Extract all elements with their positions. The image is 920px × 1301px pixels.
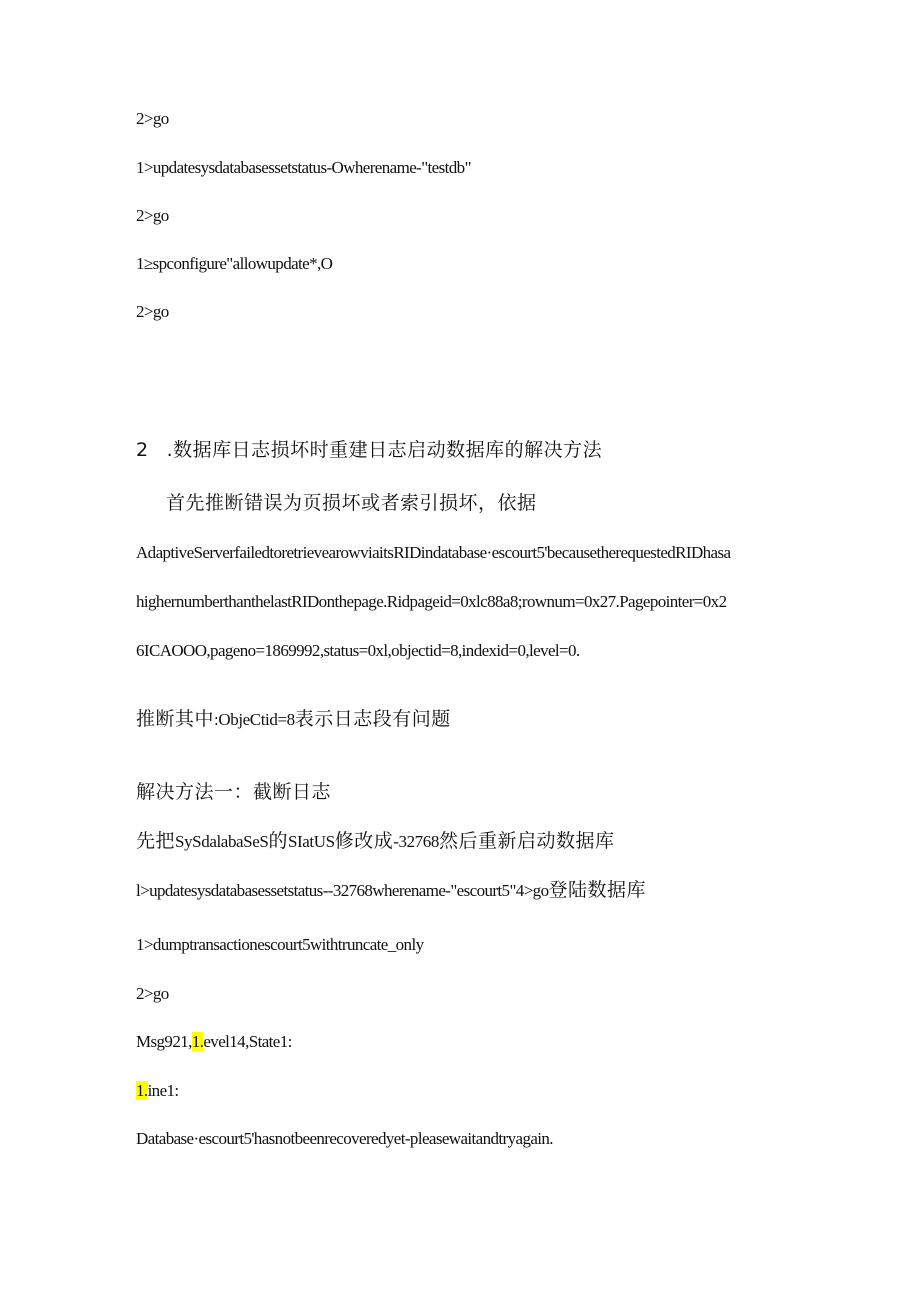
step-code: -32768 (393, 832, 439, 851)
step-paragraph (136, 832, 614, 851)
analysis-conclusion: 表示日志段有问题 (294, 708, 451, 730)
command-line (136, 881, 646, 900)
command-code: l>updatesysdatabasessetstatus--32768wherename-"escourt5"4>go (136, 881, 549, 900)
method-heading: 解决方法一：截断日志 (136, 781, 332, 803)
section-title: .数据库日志损坏时重建日志启动数据库的解决方法 (166, 439, 603, 461)
error-line: AdaptiveServerfailedtoretrievearowviaitsRIDindatabase·escourt5'becausetherequestedRIDhasa (136, 543, 731, 562)
command-note: 登陆数据库 (548, 879, 646, 901)
step-text: 先把 (136, 830, 176, 852)
step-text: 修改成 (334, 830, 394, 852)
message-text: ine1: (147, 1081, 179, 1100)
analysis-lead: 推断其中 (136, 708, 215, 730)
code-line: 1>dumptransactionescourt5withtruncate_only (136, 935, 424, 954)
code-line: 2>go (136, 984, 169, 1003)
message-line (136, 1033, 292, 1050)
highlight-mark: 1. (136, 1081, 148, 1100)
error-line: highernumberthanthelastRIDonthepage.Ridpageid=0xlc88a8;rownum=0x27.Pagepointer=0x2 (136, 592, 727, 611)
step-text: 然后重新启动数据库 (438, 830, 615, 852)
message-text: Msg921, (136, 1032, 192, 1051)
code-line: 1>updatesysdatabasessetstatus-Owherename-"testdb" (136, 158, 471, 177)
step-text: 的 (268, 830, 288, 852)
section-number: 2 (136, 439, 149, 461)
analysis-code: :ObjeCtid=8 (214, 710, 295, 729)
message-line: Database·escourt5'hasnotbeenrecoveredyet-pleasewaitandtryagain. (136, 1129, 553, 1148)
code-line: 2>go (136, 302, 169, 321)
intro-paragraph: 首先推断错误为页损坏或者索引损坏，依据 (166, 492, 537, 514)
message-line (136, 1082, 179, 1099)
code-line: 2>go (136, 109, 169, 128)
section-heading (136, 441, 602, 460)
code-line: 2>go (136, 206, 169, 225)
step-code: SySdalabaSeS (175, 832, 269, 851)
analysis-paragraph (136, 710, 451, 729)
error-line: 6ICAOOO,pageno=1869992,status=0xl,objectid=8,indexid=0,level=0. (136, 641, 580, 660)
code-line: 1≥spconfigure"allowupdate*,O (136, 254, 333, 273)
step-code: SIatUS (287, 832, 335, 851)
highlight-mark: 1. (191, 1032, 204, 1051)
message-text: evel14,State1: (203, 1032, 292, 1051)
